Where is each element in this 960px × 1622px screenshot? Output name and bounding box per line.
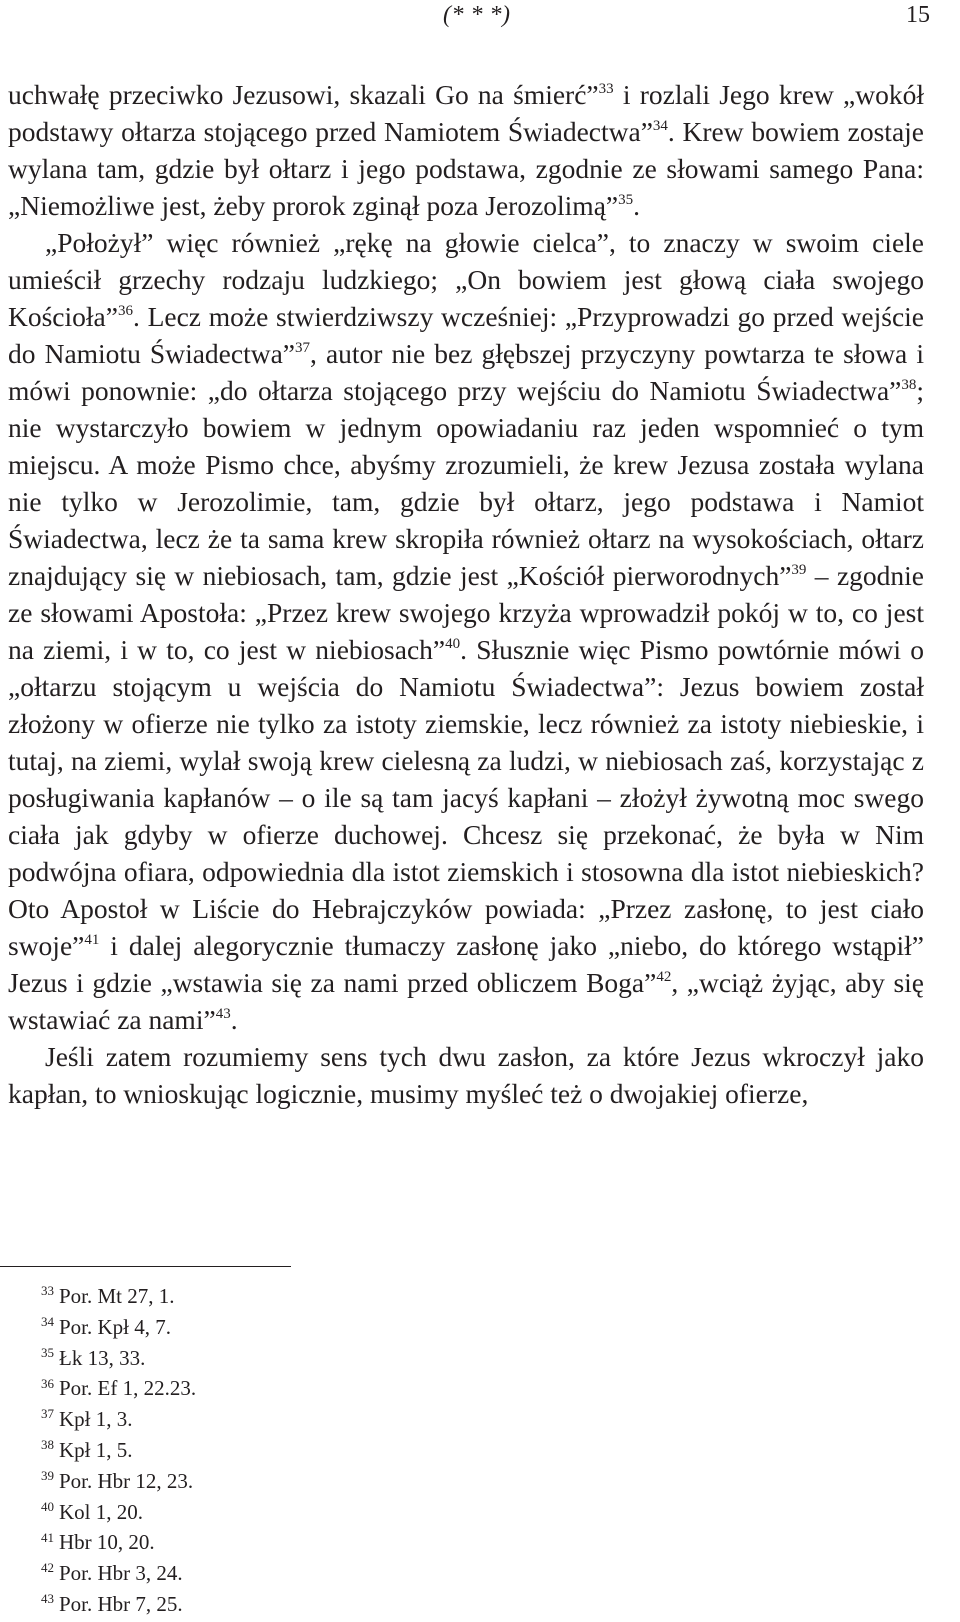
footnote — [41, 1343, 641, 1374]
footnote-reference: 42 — [656, 969, 672, 986]
text-run: , „wciąż żyjąc, aby się wstawiać za nami” — [8, 967, 924, 1035]
footnote-text: Hbr 10, 20. — [59, 1530, 155, 1555]
footnote — [41, 1466, 641, 1497]
footnote-text: Por. Hbr 7, 25. — [59, 1591, 183, 1616]
footnote-reference: 41 — [84, 932, 100, 949]
footnote-number: 43 — [41, 1591, 54, 1607]
footnote-number: 38 — [41, 1437, 54, 1453]
footnote-text: Kpł 1, 5. — [59, 1437, 133, 1462]
footnote-reference: 40 — [445, 636, 461, 653]
text-run: . — [230, 1004, 238, 1035]
footnote-number: 39 — [41, 1467, 54, 1483]
footnote-reference: 43 — [215, 1006, 231, 1023]
text-run: – zgodnie ze słowami Apostoła: „Przez krew swojego krzyża wprowadził pokój w to, co jest na ziemi, i w to, co jest w niebiosach” — [8, 560, 924, 665]
footnote-number: 35 — [41, 1344, 54, 1360]
footnote-number: 42 — [41, 1560, 54, 1576]
footnote-text: Kol 1, 20. — [59, 1499, 143, 1524]
footnote — [41, 1404, 641, 1435]
footnote-text: Łk 13, 33. — [59, 1345, 146, 1370]
text-run: , autor nie bez głębszej przyczyny powtarza te słowa i mówi ponownie: „do ołtarza stojącego przy wejściu do Namiotu Świadectwa” — [8, 338, 924, 406]
paragraph — [8, 76, 924, 224]
footnote-number: 37 — [41, 1406, 54, 1422]
paragraph — [8, 1038, 924, 1112]
footnote — [41, 1527, 641, 1558]
footnote-reference: 38 — [901, 377, 917, 394]
text-run: . Krew bowiem zostaje wylana tam, gdzie był ołtarz i jego podstawa, zgodnie ze słowami samego Pana: „Niemożliwe jest, żeby prorok zginął poza Jerozolimą” — [8, 116, 924, 221]
footnote-reference: 37 — [295, 340, 310, 357]
text-run: uchwałę przeciwko Jezusowi, skazali Go na śmierć” — [8, 79, 599, 110]
footnote-reference: 33 — [598, 81, 614, 98]
text-run: i rozlali Jego krew „wokół podstawy ołtarza stojącego przed Namiotem Świadectwa” — [8, 79, 925, 147]
footnote-number: 41 — [41, 1529, 54, 1545]
text-run: . Lecz może stwierdziwszy wcześniej: „Przyprowadzi go przed wejście do Namiotu Świadectwa” — [8, 301, 924, 369]
footnote — [41, 1312, 641, 1343]
footnote — [41, 1373, 641, 1404]
footnote-reference: 34 — [652, 118, 668, 135]
text-run: Jeśli zatem rozumiemy sens tych dwu zasłon, za które Jezus wkroczył jako kapłan, to wnioskując logicznie, musimy myśleć też o dwojakiej ofierze, — [8, 1041, 924, 1109]
footnote-text: Por. Mt 27, 1. — [59, 1284, 175, 1308]
footnote-number: 33 — [41, 1283, 54, 1299]
footnote-text: Por. Kpł 4, 7. — [59, 1314, 172, 1339]
footnote-number: 36 — [41, 1375, 54, 1391]
footnote-number: 40 — [41, 1498, 54, 1514]
footnote — [41, 1558, 641, 1589]
text-run: . — [633, 190, 640, 221]
page-number: 15 — [906, 2, 930, 28]
footnote-number: 34 — [41, 1314, 54, 1329]
body-text — [8, 76, 924, 1112]
footnote-reference: 35 — [618, 192, 634, 209]
footnote-text: Kpł 1, 3. — [59, 1407, 133, 1432]
footnote-list — [41, 1281, 641, 1620]
footnote-text: Por. Hbr 3, 24. — [59, 1561, 183, 1586]
paragraph — [8, 224, 924, 1038]
running-head — [0, 2, 960, 36]
footnote — [41, 1281, 641, 1312]
footnote — [41, 1589, 641, 1620]
footnote-reference: 39 — [791, 562, 807, 579]
footnote-text: Por. Hbr 12, 23. — [59, 1468, 194, 1493]
footnote — [41, 1435, 641, 1466]
text-run: i dalej alegorycznie tłumaczy zasłonę jako „niebo, do którego wstąpił” Jezus i gdzie „wstawia się za nami przed obliczem Boga” — [8, 930, 924, 998]
text-run: „Położył” więc również „rękę na głowie cielca”, to znaczy w swoim ciele umieścił grzechy rodzaju ludzkiego; „On bowiem jest głową ciała swojego Kościoła” — [8, 227, 924, 332]
footnote-reference: 36 — [117, 303, 133, 320]
text-run: ; nie wystarczyło bowiem w jednym opowiadaniu raz jeden wspomnieć o tym miejscu. A może Pismo chce, abyśmy zrozumieli, że krew Jezusa została wylana nie tylko w Jerozolimie, tam, gdzie był ołtarz, jego podstawa i Namiot Świadectwa, lecz że ta sama krew skropiła również ołtarz na wysokościach, ołtarz znajdujący się w niebiosach, tam, gdzie jest „Kościół pierworodnych” — [8, 375, 924, 591]
footnote-text: Por. Ef 1, 22.23. — [59, 1376, 197, 1401]
text-run: . Słusznie więc Pismo powtórnie mówi o „ołtarzu stojącym u wejścia do Namiotu Świadectwa”: Jezus bowiem został złożony w ofierze nie tylko za istoty ziemskie, lecz również za istoty niebieskie, i tutaj, na ziemi, wylał swoją krew cielesną za ludzi, w niebiosach zaś, korzystając z posługiwania kapłanów – o ile są tam jacyś kapłani – złożył żywotną moc swego ciała jak gdyby w ofierze duchowej. Chcesz się przekonać, że była w Nim podwójna ofiara, odpowiednia dla istot ziemskich i stosowna dla istot niebieskich? Oto Apostoł w Liście do Hebrajczyków powiada: „Przez zasłonę, to jest ciało swoje” — [8, 634, 924, 961]
footnote-separator — [0, 1266, 291, 1267]
footnote — [41, 1497, 641, 1528]
running-title: (* * *) — [443, 2, 511, 28]
